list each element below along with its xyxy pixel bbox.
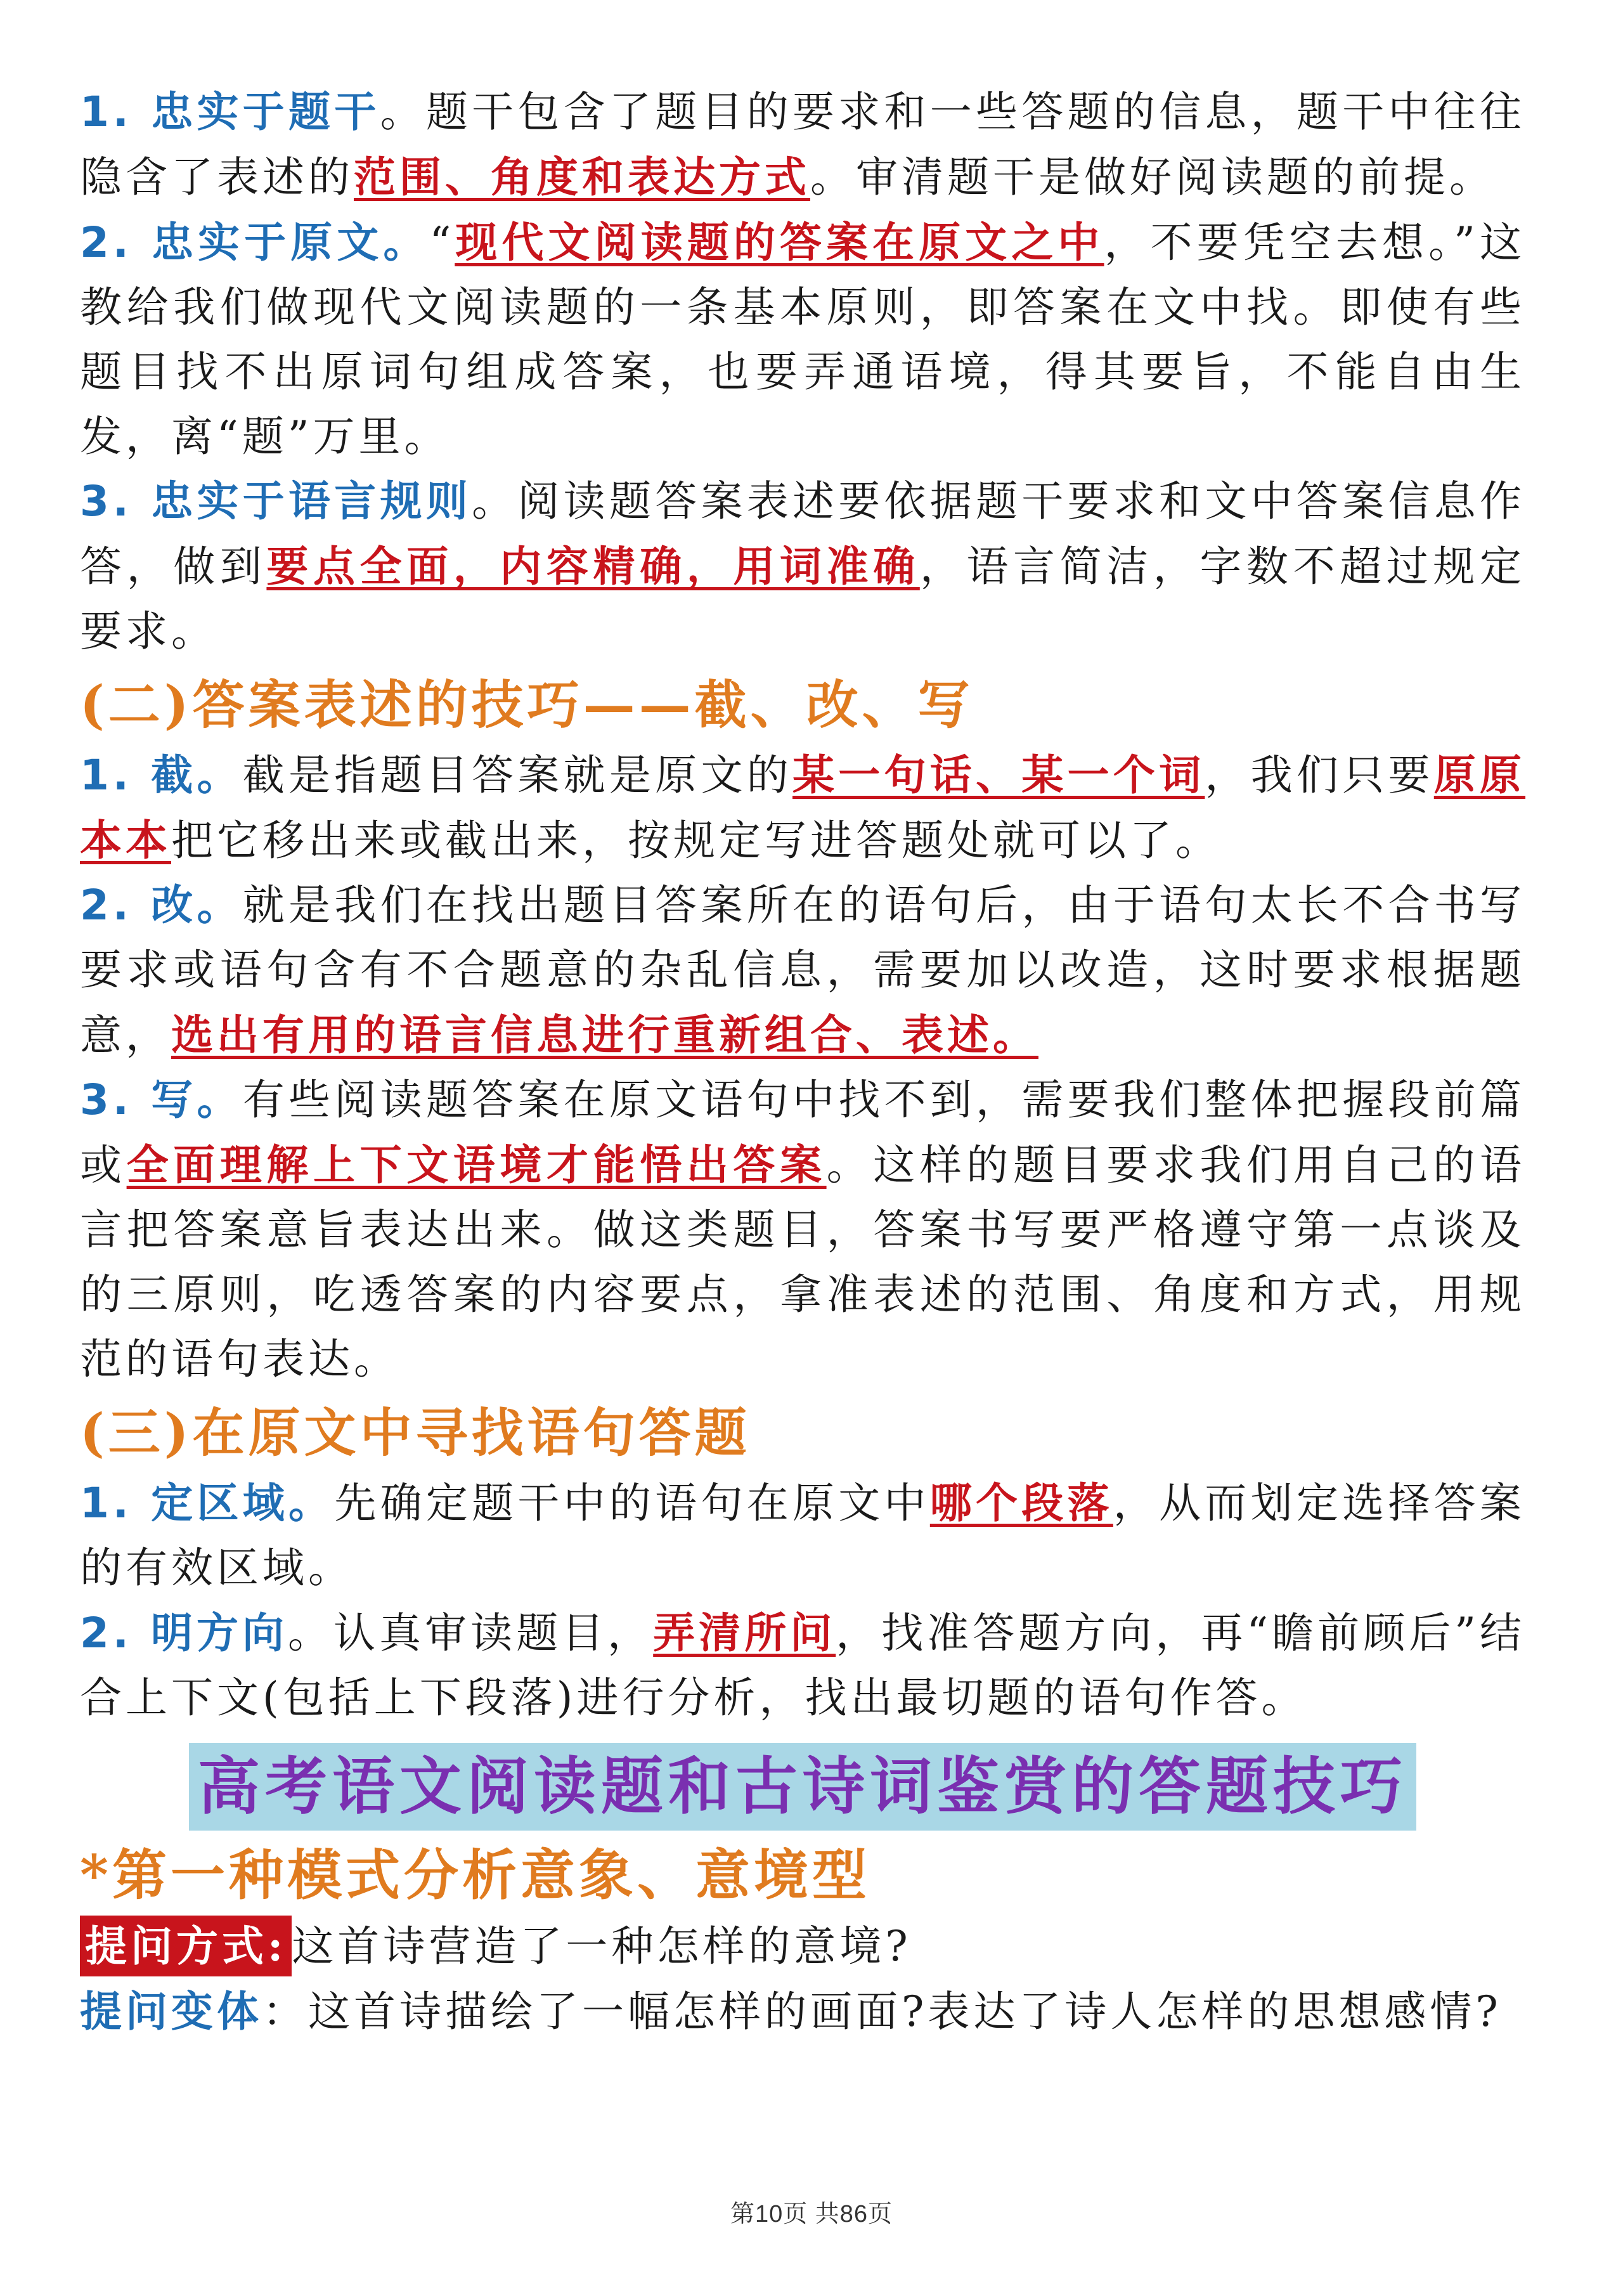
banner-wrapper [80, 1743, 1525, 1831]
item-text: 就是我们在找出题目答案所在的语句后，由于语句太长不合书写要求或语句含有不合题意的杂乱信息，需要加以改造，这时要求根据题意， [80, 881, 1525, 1060]
item-text: ，语言简洁，字数不超过规定要求。 [80, 542, 1526, 656]
ask-variant-line [80, 1979, 1525, 2044]
key-phrase: 全面理解上下文语境才能悟出答案 [126, 1140, 827, 1190]
item-text: 先确定题干中的语句在原文中 [334, 1479, 930, 1527]
item-text: 。审清题干是做好阅读题的前提。 [810, 153, 1495, 202]
item-lead: 2. 明方向 [80, 1609, 288, 1657]
item-text: ，我们只要 [1205, 751, 1434, 800]
key-phrase: 哪个段落 [929, 1478, 1113, 1527]
page-content [80, 80, 1525, 2044]
ask-variant-label: 提问变体 [80, 1987, 262, 2036]
principle-item-2 [80, 210, 1525, 469]
item-text: 有些阅读题答案在原文语句中找不到，需要我们整体把握段前篇或 [80, 1075, 1525, 1190]
ask-style-text: 这首诗营造了一种怎样的意境? [292, 1922, 912, 1971]
item-text: 。阅读题答案表述要依据题干要求和文中答案信息作答，做到 [80, 477, 1526, 591]
item-text: “ [429, 218, 455, 267]
ask-variant-text: ：这首诗描绘了一幅怎样的画面?表达了诗人怎样的思想感情? [262, 1987, 1502, 2036]
key-phrase: 某一句话、某一个词 [792, 750, 1205, 800]
key-phrase: 选出有用的语言信息进行重新组合、表述。 [171, 1010, 1038, 1060]
technique-item-3 [80, 1068, 1525, 1392]
item-lead: 3. 忠实于语言规则 [80, 477, 472, 526]
key-phrase: 现代文阅读题的答案在原文之中 [455, 217, 1104, 267]
item-lead: 1. 截。 [80, 751, 243, 800]
item-text: 。这样的题目要求我们用自己的语言把答案意旨表达出来。做这类题目，答案书写要严格遵守第一点谈及的三原则，吃透答案的内容要点，拿准表述的范围、角度和方式，用规范的语句表达。 [80, 1141, 1526, 1384]
item-text: 。认真审读题目， [288, 1609, 654, 1657]
item-text: ，不要凭空去想。”这教给我们做现代文阅读题的一条基本原则，即答案在文中找。即使有些题目找不出原词句组成答案，也要弄通语境，得其要旨，不能自由生发，离“题”万里。 [80, 218, 1525, 461]
search-item-2 [80, 1600, 1525, 1730]
item-lead: 1. 定区域。 [80, 1479, 335, 1527]
item-text: ，从而划定选择答案的有效区域。 [80, 1479, 1526, 1592]
item-text: 把它移出来或截出来，按规定写进答题处就可以了。 [171, 816, 1221, 865]
key-phrase: 要点全面，内容精确，用词准确 [266, 542, 920, 591]
item-lead: 3. 写。 [80, 1075, 243, 1124]
search-item-1 [80, 1470, 1525, 1600]
key-phrase: 范围、角度和表达方式 [354, 152, 810, 202]
ask-style-line [80, 1914, 1525, 1979]
page-footer: 第10页 共86页 [730, 2201, 893, 2228]
key-phrase: 弄清所问 [653, 1608, 836, 1657]
item-lead: 2. 忠实于原文。 [80, 218, 430, 267]
section-heading-3: (三)在原文中寻找语句答题 [80, 1403, 751, 1463]
technique-item-1 [80, 743, 1525, 873]
item-text: ，找准答题方向，再“瞻前顾后”结合上下文(包括上下段落)进行分析，找出最切题的语句作答。 [80, 1609, 1526, 1722]
ask-style-label: 提问方式: [80, 1916, 292, 1976]
key-phrase: 原原本本 [80, 750, 1526, 865]
item-text: 截是指题目答案就是原文的 [242, 751, 792, 800]
section-heading-2: (二)答案表述的技巧——截、改、写 [80, 675, 974, 736]
technique-item-2 [80, 873, 1525, 1068]
item-lead: 1. 忠实于题干 [80, 88, 380, 136]
mode-heading-1: *第一种模式分析意象、意境型 [80, 1843, 870, 1907]
banner-title: 高考语文阅读题和古诗词鉴赏的答题技巧 [189, 1743, 1416, 1831]
principle-item-1 [80, 80, 1525, 210]
principle-item-3 [80, 469, 1525, 664]
item-lead: 2. 改。 [80, 881, 243, 930]
item-text: 。题干包含了题目的要求和一些答题的信息，题干中往往隐含了表述的 [80, 88, 1525, 202]
